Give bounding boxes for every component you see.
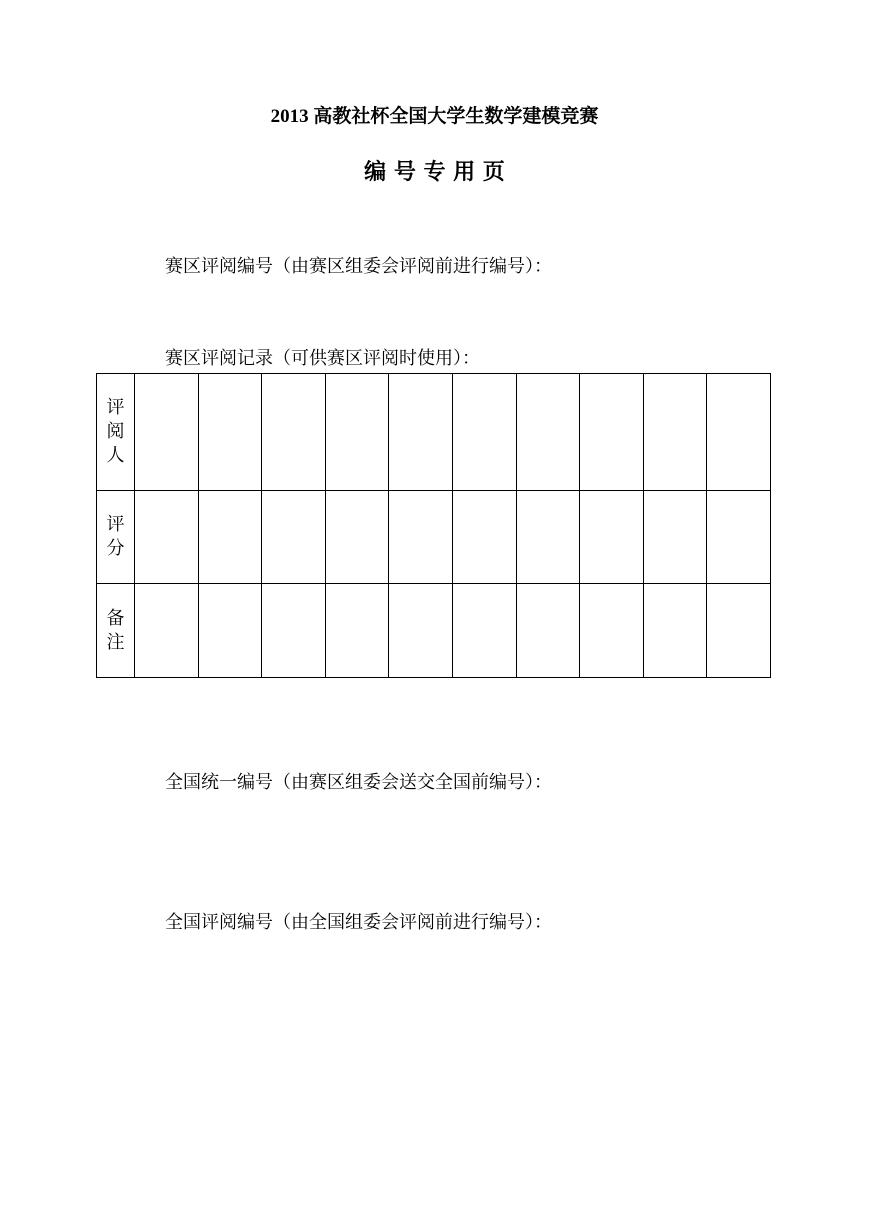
table-row-notes [97,584,771,678]
table-cell[interactable] [198,584,262,678]
table-cell[interactable] [135,374,199,491]
table-cell[interactable] [580,374,644,491]
table-cell[interactable] [516,491,580,584]
region-review-record-label: 赛区评阅记录（可供赛区评阅时使用）： [165,348,480,369]
table-cell[interactable] [452,374,516,491]
table-cell[interactable] [262,491,326,584]
table-cell[interactable] [262,374,326,491]
region-review-number-label: 赛区评阅编号（由赛区组委会评阅前进行编号）： [165,256,552,277]
row-header-score: 评分 [97,491,135,584]
table-cell[interactable] [516,584,580,678]
page-subtitle: 编 号 专 用 页 [364,160,505,185]
table-cell[interactable] [325,374,389,491]
table-cell[interactable] [707,584,771,678]
table-cell[interactable] [135,584,199,678]
table-cell[interactable] [580,584,644,678]
table-cell[interactable] [580,491,644,584]
table-cell[interactable] [516,374,580,491]
table-row-score [97,491,771,584]
row-header-notes: 备注 [97,584,135,678]
national-review-number-label: 全国评阅编号（由全国组委会评阅前进行编号）： [165,912,552,933]
row-header-reviewer: 评阅人 [97,374,135,491]
table-cell[interactable] [198,374,262,491]
table-cell[interactable] [135,491,199,584]
table-cell[interactable] [452,491,516,584]
table-cell[interactable] [262,584,326,678]
page-title: 2013 高教社杯全国大学生数学建模竞赛 [270,106,599,127]
table-cell[interactable] [389,491,453,584]
table-cell[interactable] [198,491,262,584]
table-cell[interactable] [389,374,453,491]
table-cell[interactable] [643,374,707,491]
national-unified-number-label: 全国统一编号（由赛区组委会送交全国前编号）： [165,772,552,793]
table-cell[interactable] [707,491,771,584]
table-cell[interactable] [707,374,771,491]
table-cell[interactable] [325,491,389,584]
table-cell[interactable] [452,584,516,678]
table-cell[interactable] [643,491,707,584]
table-row-reviewer [97,374,771,491]
table-cell[interactable] [325,584,389,678]
region-review-record-table [96,373,771,678]
table-cell[interactable] [389,584,453,678]
table-cell[interactable] [643,584,707,678]
